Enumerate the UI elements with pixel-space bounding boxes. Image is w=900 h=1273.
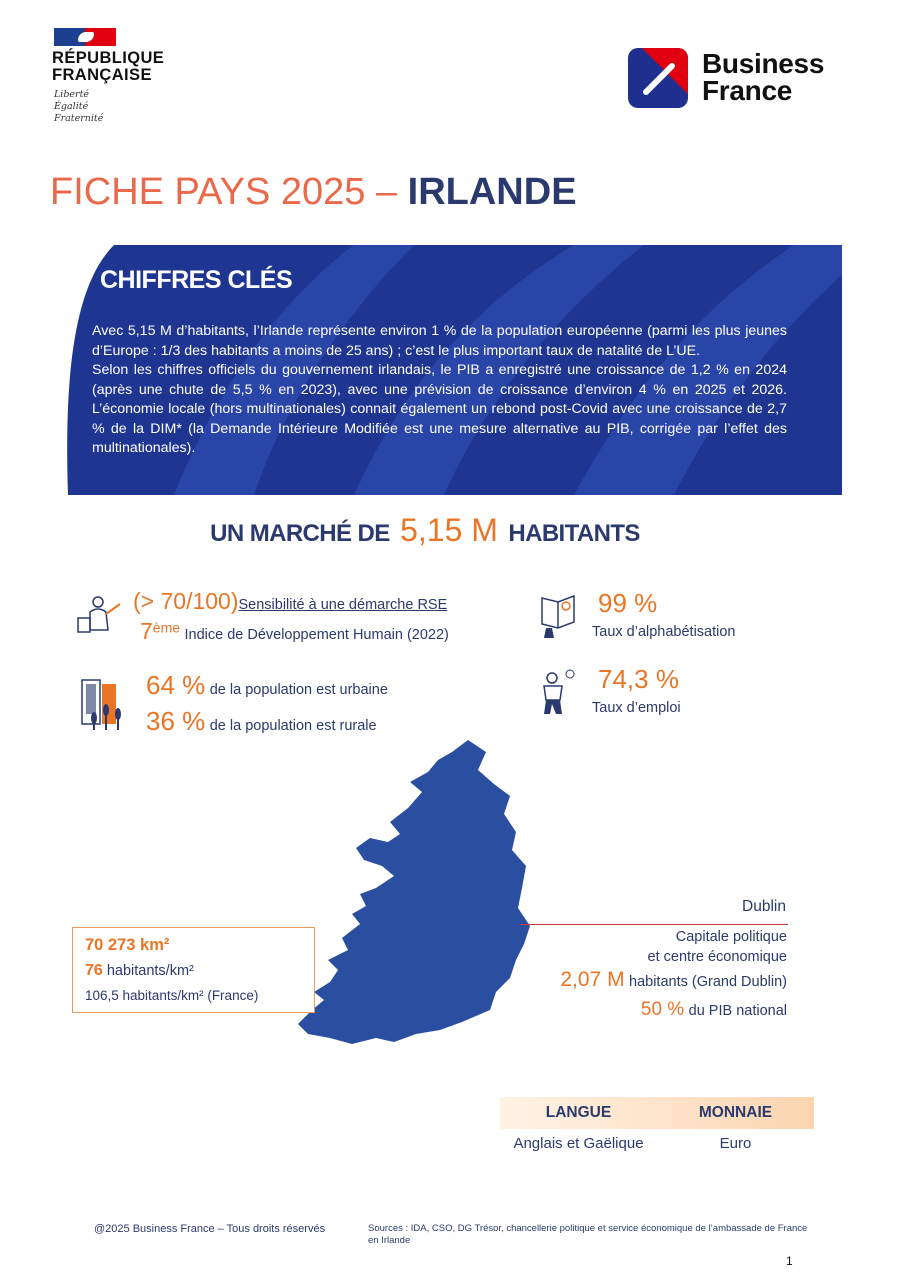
market-value: 5,15 M (400, 512, 498, 548)
market-prefix: UN MARCHÉ DE (210, 520, 390, 547)
currency-header: MONNAIE (698, 1104, 773, 1121)
hdi-label: Indice de Développement Humain (2022) (184, 627, 449, 643)
currency-value: Euro (719, 1135, 752, 1152)
dublin-population-value: 2,07 M (560, 968, 625, 991)
urban-value: 64 % (146, 670, 206, 700)
city-buildings-icon (80, 676, 132, 732)
page-number: 1 (786, 1254, 793, 1268)
language-value: Anglais et Gaëlique (513, 1135, 644, 1152)
hdi-stat (140, 618, 449, 645)
market-heading (0, 512, 850, 549)
business-france-logo-icon (628, 48, 688, 108)
employment-value: 74,3 % (598, 664, 679, 694)
table-header-row (500, 1097, 814, 1129)
hdi-rank: 7 (140, 618, 153, 644)
csr-value: (> 70/100) (133, 588, 239, 614)
key-figures-heading: CHIFFRES CLÉS (100, 266, 293, 294)
table-row (500, 1129, 814, 1159)
dublin-population (500, 968, 787, 992)
footer-copyright: @2025 Business France – Tous droits réservés (94, 1223, 326, 1235)
dublin-gdp-value: 50 % (640, 999, 685, 1020)
french-flag-logo (54, 28, 116, 46)
dublin-gdp (500, 999, 787, 1021)
urban-label: de la population est urbaine (209, 682, 388, 698)
dublin-role-line1: Capitale politique (675, 929, 787, 945)
republic-motto: Liberté Égalité Fraternité (54, 89, 104, 124)
market-suffix: HABITANTS (508, 520, 640, 547)
area-surface: 70 273 km² (85, 936, 170, 954)
title-prefix: FICHE PAYS 2025 – (50, 171, 408, 213)
dublin-population-label: habitants (Grand Dublin) (629, 974, 787, 990)
reading-book-icon (534, 592, 582, 640)
rural-value: 36 % (146, 706, 206, 736)
language-currency-table (500, 1097, 814, 1159)
literacy-value: 99 % (598, 588, 658, 618)
presenter-icon (76, 594, 128, 636)
area-density-value: 76 (85, 962, 103, 979)
dublin-role-line2: et centre économique (647, 949, 787, 965)
rural-stat (146, 706, 377, 737)
dublin-gdp-label: du PIB national (688, 1003, 787, 1019)
key-figures-text (92, 322, 787, 459)
dublin-pointer-line (520, 924, 788, 925)
employment-label: Taux d’emploi (592, 700, 681, 716)
hdi-rank-suffix: ème (152, 619, 181, 636)
france-density: 106,5 habitants/km² (France) (85, 988, 259, 1003)
footer-sources: Sources : IDA, CSO, DG Trésor, chancellerie politique et service économique de l’ambassade de France en Irlande (368, 1223, 808, 1246)
business-france-brand: Business France (702, 48, 825, 106)
title-country: IRLANDE (407, 171, 577, 213)
republic-name: RÉPUBLIQUE FRANÇAISE (52, 49, 165, 84)
language-header: LANGUE (545, 1104, 612, 1121)
area-density (85, 962, 194, 980)
csr-stat (133, 588, 447, 615)
dublin-name: Dublin (742, 898, 786, 915)
worker-icon (536, 666, 580, 716)
page-title (50, 168, 577, 216)
csr-label: Sensibilité à une démarche RSE (238, 597, 448, 613)
area-box (72, 927, 315, 1013)
literacy-label: Taux d’alphabétisation (592, 624, 736, 640)
rural-label: de la population est rurale (209, 718, 377, 734)
key-figures-paragraph-2: Selon les chiffres officiels du gouvernement irlandais, le PIB a enregistré une croissance de 1,2 % en 2024 (après une chute de 5,5 % en 2023), avec une prévision de croissance d’environ 4 % en 2025 et 2026. L’économie locale (hors multinationales) connait également un rebond post-Covid avec une croissance de 2,7 % de la DIM* (la Demande Intérieure Modifiée est une mesure alternative au PIB, corrigée par l’effet des multinationales). (92, 362, 787, 456)
key-figures-paragraph-1: Avec 5,15 M d’habitants, l’Irlande représente environ 1 % de la population européenne (parmi les plus jeunes d’Europe : 1/3 des habitants a moins de 25 ans) ; c’est le plus important taux de natalité de L’UE. (92, 323, 787, 359)
area-density-label: habitants/km² (106, 963, 194, 979)
urban-stat (146, 670, 388, 701)
